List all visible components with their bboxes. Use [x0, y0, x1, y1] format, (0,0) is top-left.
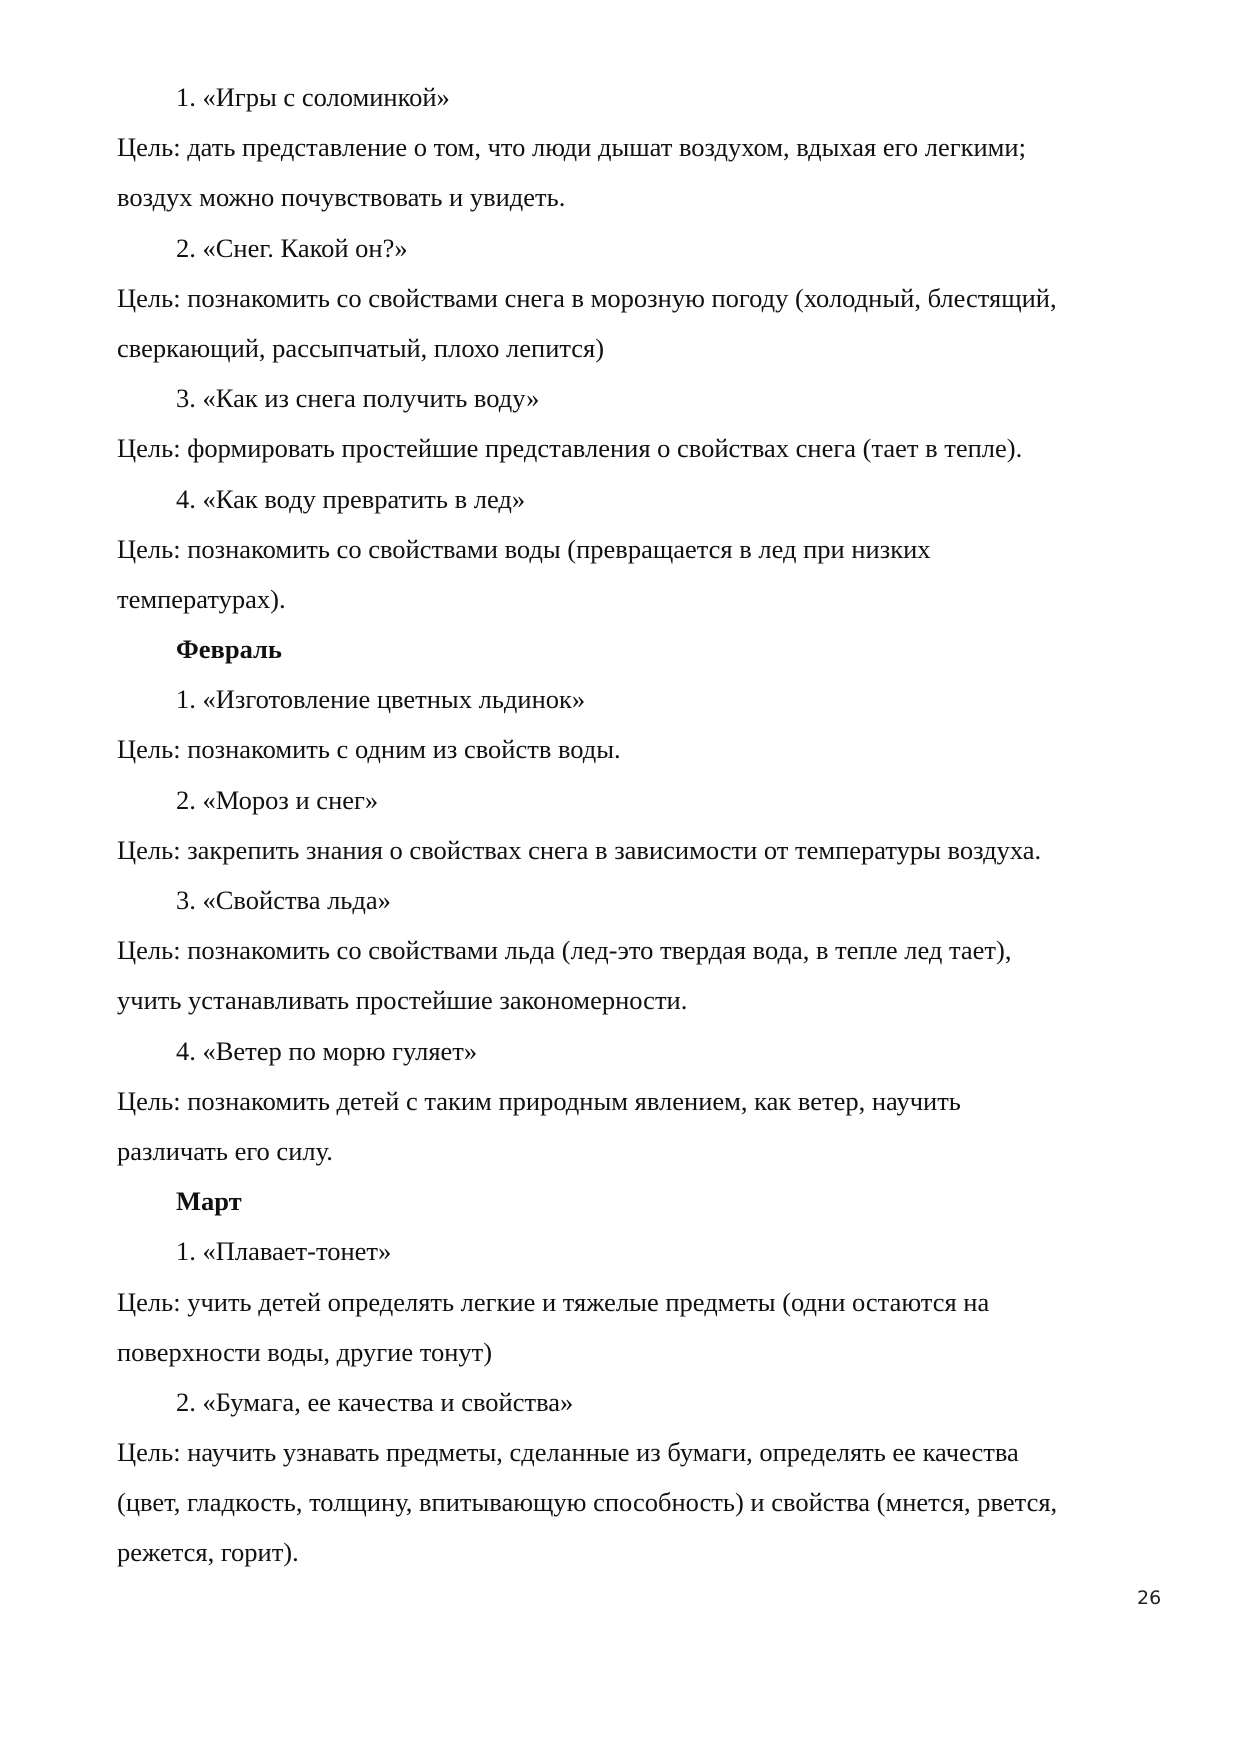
activity-goal: Цель: познакомить со свойствами снега в морозную погоду (холодный, блестящий,	[117, 282, 1057, 313]
activity-goal: Цель: дать представление о том, что люди дышат воздухом, вдыхая его легкими;	[117, 132, 1026, 163]
activity-goal-continued: различать его силу.	[117, 1135, 333, 1166]
activity-goal-continued: учить устанавливать простейшие закономерности.	[117, 985, 688, 1016]
activity-title: 4. «Ветер по морю гуляет»	[176, 1035, 478, 1066]
activity-goal: Цель: учить детей определять легкие и тяжелые предметы (одни остаются на	[117, 1286, 990, 1317]
activity-goal-continued: режется, горит).	[117, 1537, 299, 1568]
month-heading-february: Февраль	[176, 634, 282, 665]
activity-title: 1. «Изготовление цветных льдинок»	[176, 684, 586, 715]
activity-goal: Цель: познакомить со свойствами льда (лед-это твердая вода, в тепле лед тает),	[117, 935, 1012, 966]
activity-title: 2. «Снег. Какой он?»	[176, 232, 408, 263]
activity-title: 2. «Бумага, ее качества и свойства»	[176, 1386, 574, 1417]
activity-goal: Цель: научить узнавать предметы, сделанные из бумаги, определять ее качества	[117, 1437, 1019, 1468]
activity-goal: Цель: закрепить знания о свойствах снега в зависимости от температуры воздуха.	[117, 834, 1042, 865]
activity-goal-continued: воздух можно почувствовать и увидеть.	[117, 182, 566, 213]
activity-title: 4. «Как воду превратить в лед»	[176, 483, 526, 514]
activity-goal: Цель: познакомить с одним из свойств воды.	[117, 734, 621, 765]
activity-goal: Цель: познакомить со свойствами воды (превращается в лед при низких	[117, 533, 931, 564]
activity-title: 2. «Мороз и снег»	[176, 784, 379, 815]
activity-title: 3. «Свойства льда»	[176, 885, 391, 915]
activity-goal-continued: (цвет, гладкость, толщину, впитывающую способность) и свойства (мнется, рвется,	[117, 1487, 1058, 1518]
activity-title: 1. «Игры с соломинкой»	[176, 82, 450, 112]
document-body	[117, 72, 1177, 1578]
activity-goal: Цель: познакомить детей с таким природным явлением, как ветер, научить	[117, 1085, 961, 1116]
activity-title: 1. «Плавает-тонет»	[176, 1236, 392, 1267]
activity-goal: Цель: формировать простейшие представления о свойствах снега (тает в тепле).	[117, 433, 1023, 464]
activity-goal-continued: сверкающий, рассыпчатый, плохо лепится)	[117, 332, 605, 363]
activity-goal-continued: поверхности воды, другие тонут)	[117, 1336, 493, 1367]
month-heading-march: Март	[176, 1186, 242, 1217]
activity-goal-continued: температурах).	[117, 583, 286, 614]
activity-title: 3. «Как из снега получить воду»	[176, 383, 540, 414]
page-number: 26	[1137, 1587, 1162, 1609]
